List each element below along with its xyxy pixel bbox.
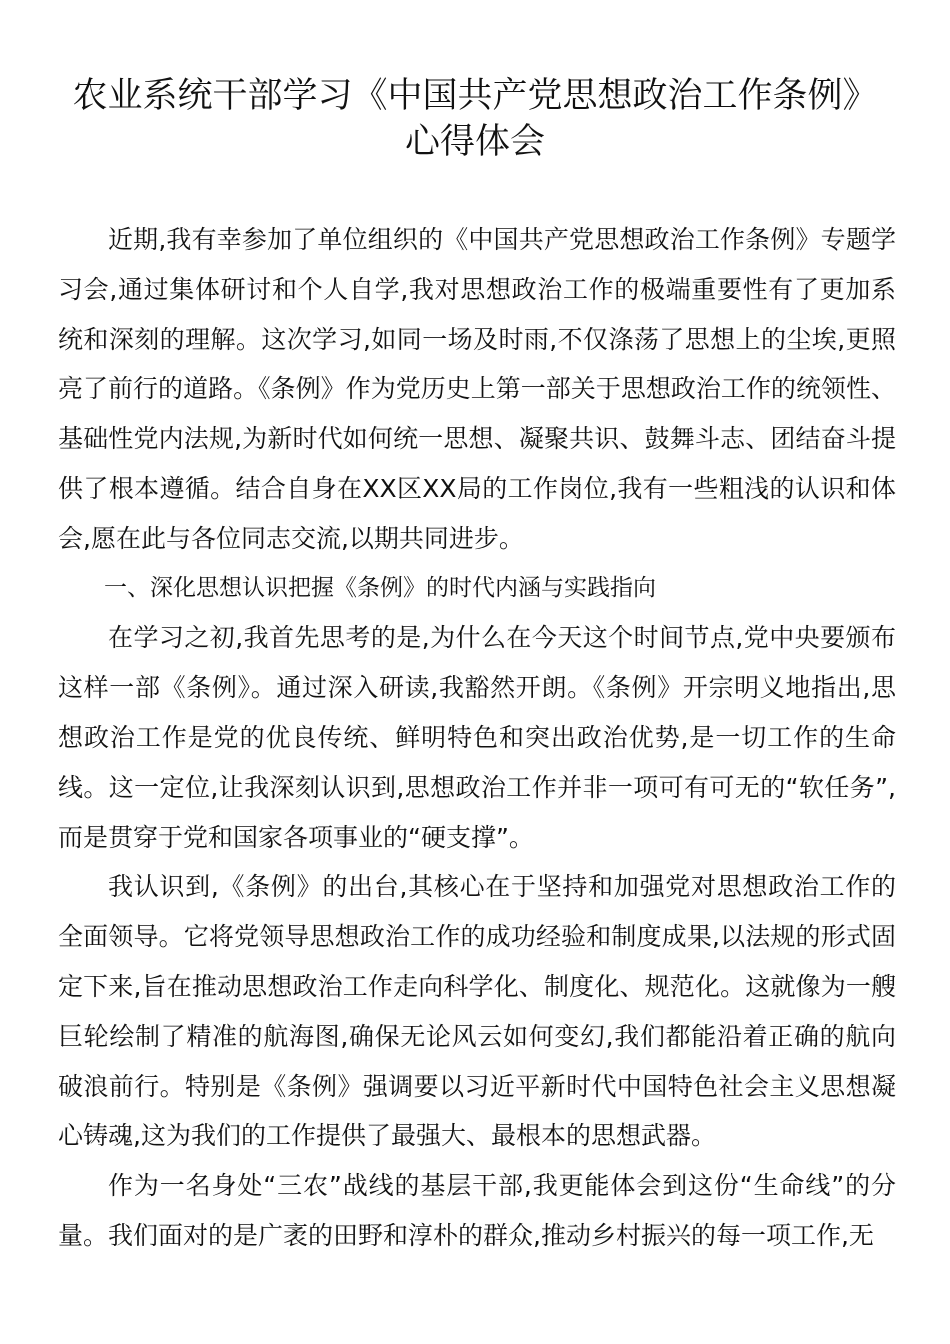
section-heading-1: 一、深化思想认识把握《条例》的时代内涵与实践指向 bbox=[104, 574, 656, 601]
paragraph-intro: 近期,我有幸参加了单位组织的《中国共产党思想政治工作条例》专题学习会,通过集体研讨和个人自学,我对思想政治工作的极端重要性有了更加系统和深刻的理解。这次学习,如同一场及时雨,不仅涤荡了思想上的尘埃,更照亮了前行的道路。《条例》作为党历史上第一部关于思想政治工作的统领性、基础性党内法规,为新时代如何统一思想、凝聚共识、鼓舞斗志、团结奋斗提供了根本遵循。结合自身在XX区XX局的工作岗位,我有一些粗浅的认识和体会,愿在此与各位同志交流,以期共同进步。 bbox=[58, 225, 896, 553]
document-body bbox=[58, 215, 896, 1261]
paragraph-section1-2: 我认识到,《条例》的出台,其核心在于坚持和加强党对思想政治工作的全面领导。它将党领导思想政治工作的成功经验和制度成果,以法规的形式固定下来,旨在推动思想政治工作走向科学化、制度化、规范化。这就像为一艘巨轮绘制了精准的航海图,确保无论风云如何变幻,我们都能沿着正确的航向破浪前行。特别是《条例》强调要以习近平新时代中国特色社会主义思想凝心铸魂,这为我们的工作提供了最强大、最根本的思想武器。 bbox=[58, 872, 896, 1151]
document-title-line2: 心得体会 bbox=[404, 122, 545, 162]
paragraph-section1-1: 在学习之初,我首先思考的是,为什么在今天这个时间节点,党中央要颁布这样一部《条例》。通过深入研读,我豁然开朗。《条例》开宗明义地指出,思想政治工作是党的优良传统、鲜明特色和突出政治优势,是一切工作的生命线。这一定位,让我深刻认识到,思想政治工作并非一项可有可无的“软任务”,而是贯穿于党和国家各项事业的“硬支撑”。 bbox=[58, 623, 896, 852]
paragraph-section1-3: 作为一名身处“三农”战线的基层干部,我更能体会到这份“生命线”的分量。我们面对的是广袤的田野和淳朴的群众,推动乡村振兴的每一项工作,无 bbox=[58, 1171, 896, 1250]
document-title-line1: 农业系统干部学习《中国共产党思想政治工作条例》 bbox=[72, 76, 878, 116]
